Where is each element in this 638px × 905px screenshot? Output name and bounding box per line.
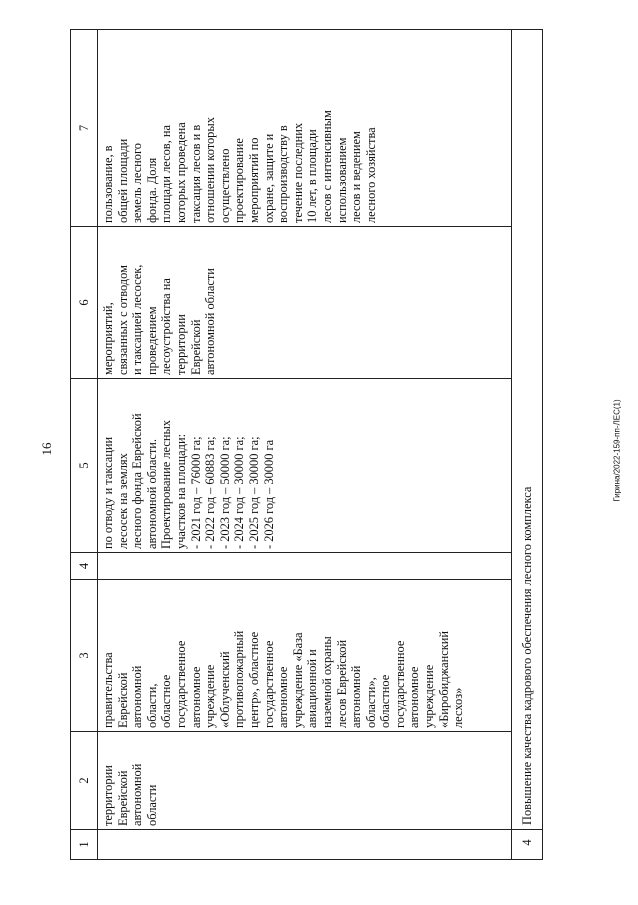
header-col-1: 1	[71, 830, 98, 860]
cell-text-line: проектирование	[232, 138, 247, 223]
cell-text-line: пользование, в	[101, 145, 115, 223]
cell-text-line: автономной области.	[144, 439, 159, 549]
cell-text-line: лесов и ведением	[349, 131, 364, 223]
cell-text-line: по отводу и таксации	[101, 436, 115, 549]
cell-text-line: автономной	[130, 763, 145, 826]
cell-text-line: - 2023 год – 50000 га;	[217, 436, 232, 549]
cell-text-line: «Облученский	[217, 651, 232, 728]
header-col-7: 7	[71, 30, 98, 227]
cell-text-line: авиационной и	[305, 649, 320, 728]
cell-text-line: площади лесов, на	[159, 125, 174, 223]
header-row	[71, 30, 98, 860]
cell-text-line: отношении которых	[203, 117, 218, 223]
cell-text-line: области	[144, 784, 159, 826]
cell-text-line: лесоустройства на	[159, 278, 174, 375]
cell-text-line: - 2025 год – 30000 га;	[246, 436, 261, 549]
measures-table	[70, 29, 543, 860]
cell-text-line: противопожарный	[232, 630, 247, 728]
cell-text-line: лесного фонда Еврейской	[130, 413, 145, 549]
cell-text-line: правительства	[101, 652, 115, 728]
cell-text-line: лесхоз»	[451, 687, 466, 728]
cell-text-line: использованием	[334, 137, 349, 223]
cell-col-1	[98, 830, 512, 860]
cell-text-line: области»,	[363, 677, 378, 728]
cell-text-line: территории	[101, 765, 115, 826]
header-col-6: 6	[71, 227, 98, 379]
cell-text-line: территории	[173, 314, 188, 375]
cell-text-line: наземной охраны	[319, 636, 334, 728]
cell-text-line: автономное	[407, 666, 422, 728]
cell-text-line: государственное	[261, 640, 276, 728]
header-col-3: 3	[71, 580, 98, 732]
cell-text-line: автономной	[130, 665, 145, 728]
table-row	[98, 30, 512, 860]
page-number: 16	[39, 442, 54, 456]
cell-text-line: мероприятий по	[246, 137, 261, 223]
cell-text-line: участков на площади:	[173, 433, 188, 549]
section-row	[512, 30, 543, 860]
table-frame	[70, 30, 538, 860]
cell-text-line: фонда. Доля	[144, 157, 159, 223]
cell-planned-works	[98, 379, 512, 553]
cell-text-line: государственное	[173, 640, 188, 728]
header-col-2: 2	[71, 732, 98, 830]
cell-text-line: Еврейской	[115, 770, 130, 826]
document-stamp-text: Гирина/2022-159-пп-ЛЕС(1)	[612, 398, 622, 502]
cell-text-line: областное	[159, 674, 174, 728]
cell-text-line: лесосек на землях	[115, 453, 130, 549]
cell-text-line: - 2022 год – 60883 га;	[203, 436, 218, 549]
cell-text-line: и таксацией лесосек,	[130, 264, 145, 375]
cell-text-line: воспроизводству в	[276, 125, 291, 223]
cell-text-line: лесов Еврейской	[334, 639, 349, 728]
cell-activity	[98, 227, 512, 379]
cell-text-line: течение последних	[290, 122, 305, 223]
cell-text-line: автономной области	[203, 268, 218, 375]
cell-text-line: центр», областное	[246, 631, 261, 728]
cell-text-line: лесного хозяйства	[363, 127, 378, 223]
cell-text-line: области,	[144, 683, 159, 728]
cell-text-line: «Биробиджанский	[436, 630, 451, 728]
rotated-table-wrapper	[70, 30, 538, 860]
cell-text-line: Проектирование лесных	[159, 420, 174, 549]
header-col-4: 4	[71, 553, 98, 580]
cell-text-line: Еврейской	[188, 319, 203, 375]
cell-text-line: автономное	[188, 666, 203, 728]
cell-territory	[98, 732, 512, 830]
section-title: Повышение качества кадрового обеспечения лесного комплекса	[512, 30, 543, 830]
header-col-5: 5	[71, 379, 98, 553]
cell-text-line: лесов с интенсивным	[319, 110, 334, 223]
cell-text-line: государственное	[392, 640, 407, 728]
cell-text-line: учреждение	[203, 664, 218, 728]
cell-text-line: охране, защите и	[261, 133, 276, 223]
cell-text-line: учреждение «База	[290, 632, 305, 728]
cell-text-line: областное	[378, 674, 393, 728]
cell-text-line: автономной	[349, 665, 364, 728]
cell-text-line: - 2021 год – 76000 га;	[188, 436, 203, 549]
cell-text-line: осуществлено	[217, 148, 232, 223]
cell-text-line: - 2024 год – 30000 га;	[232, 436, 247, 549]
cell-text-line: таксация лесов и в	[188, 124, 203, 223]
cell-indicator	[98, 30, 512, 227]
cell-text-line: проведением	[144, 306, 159, 375]
cell-executors	[98, 580, 512, 732]
cell-col-4	[98, 553, 512, 580]
cell-text-line: 10 лет, в площади	[305, 129, 320, 223]
cell-text-line: Еврейской	[115, 672, 130, 728]
section-number: 4	[512, 830, 543, 860]
cell-text-line: автономное	[276, 666, 291, 728]
cell-text-line: земель лесного	[130, 143, 145, 223]
cell-text-line: - 2026 год – 30000 га	[261, 439, 276, 549]
cell-text-line: общей площади	[115, 138, 130, 223]
cell-text-line: мероприятий,	[101, 302, 115, 375]
cell-text-line: учреждение	[422, 664, 437, 728]
document-stamp	[606, 150, 628, 750]
cell-text-line: связанных с отводом	[115, 265, 130, 375]
cell-text-line: которых проведена	[173, 122, 188, 223]
